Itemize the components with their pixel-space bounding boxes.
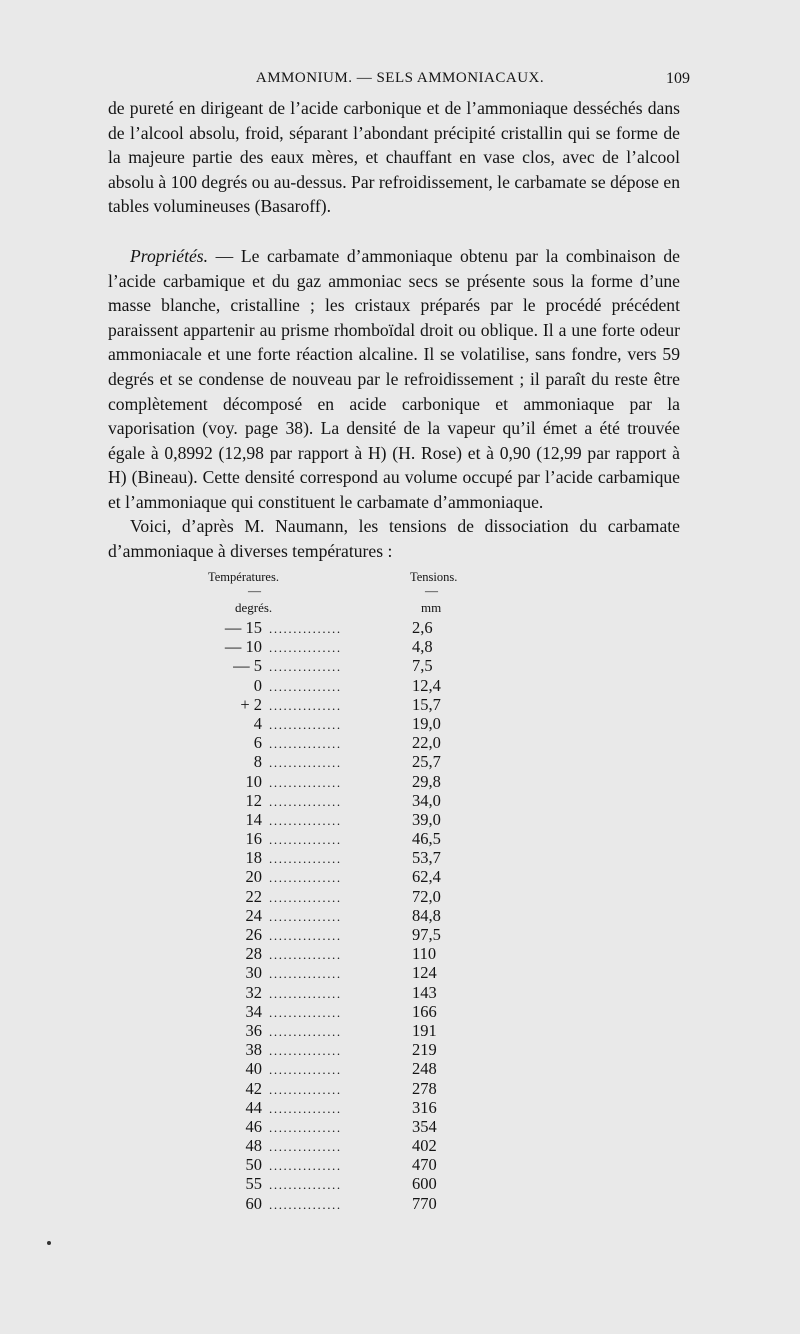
table-row [0,676,800,695]
table-row [0,695,800,714]
temperature-cell: 36 [245,1020,262,1040]
leader-dots: ............... [269,985,342,1001]
table-row [0,637,800,656]
leader-dots: ............... [269,812,342,828]
tension-cell: 25,7 [412,752,441,772]
properties-text: — Le carbamate d’ammoniaque obtenu par la combinaison de l’acide carbamique et du gaz ammoniac secs se présente sous la forme d’une masse blanche, cristalline ; les cristaux préparés par le procédé précédent paraissent appartenir au prisme rhomboïdal droit ou oblique. Il a une forte odeur ammoniacale et une forte réaction alcaline. Il se volatilise, sans fondre, vers 59 degrés et se condense de nouveau par le refroidissement ; il paraît du reste être complètement décomposé en acide carbonique et ammoniaque par la vaporisation (voy. page 38). La densité de la vapeur qu’il émet a été trouvée égale à 0,8992 (12,98 par rapport à H) (H. Rose) et à 0,90 (12,99 par rapport à H) (Bineau). Cette densité correspond au volume occupé par l’acide carbamique et l’ammoniaque qui constituent le carbamate d’ammoniaque. [108,246,680,512]
tension-cell: 29,8 [412,771,441,791]
leader-dots: ............... [269,1100,342,1116]
temperature-cell: 0 [253,675,262,695]
table-row [0,1021,800,1040]
temperature-cell: 18 [245,848,262,868]
table-row [0,944,800,963]
temperature-cell: 40 [245,1059,262,1079]
leader-dots: ............... [269,621,342,636]
temperature-cell: 14 [245,809,262,829]
temperature-cell: 55 [245,1174,262,1194]
table-row [0,733,800,752]
unit-tensions: mm [421,600,442,615]
tension-cell: 278 [412,1078,437,1098]
table-row [0,829,800,848]
temperature-cell: — 10 [224,637,262,657]
table-row [0,963,800,982]
leader-dots: ............... [269,832,342,848]
temperature-cell: 30 [245,963,262,983]
table-row [0,1174,800,1193]
leader-dots: ............... [269,1004,342,1020]
tension-cell: 15,7 [412,694,441,714]
leader-dots: ............... [269,1196,342,1212]
column-header-tensions: Tensions. [410,570,458,584]
table-row [0,810,800,829]
table-row [0,1059,800,1078]
tension-cell: 248 [412,1059,437,1079]
leader-dots: ............... [269,870,342,886]
tension-cell: 219 [412,1040,437,1060]
tension-cell: 124 [412,963,437,983]
table-row [0,906,800,925]
tension-cell: 19,0 [412,713,441,733]
tension-cell: 53,7 [412,848,441,868]
table-row [0,1194,800,1213]
tension-cell: 22,0 [412,733,441,753]
temperature-cell: 12 [245,790,262,810]
leader-dots: ............... [269,889,342,905]
table-row [0,656,800,675]
table-row [0,848,800,867]
properties-heading: Propriétés. [130,246,209,266]
temperature-cell: 6 [253,733,262,753]
table-row [0,618,800,637]
tension-cell: 191 [412,1020,437,1040]
leader-dots: ............... [269,774,342,790]
temperature-cell: 10 [245,771,262,791]
leader-dots: ............... [269,640,342,656]
temperature-cell: 22 [245,886,262,906]
leader-dots: ............... [269,736,342,752]
leader-dots: ............... [269,928,342,943]
leader-dots: ............... [269,1158,342,1174]
temperature-cell: 50 [245,1155,262,1175]
temperature-cell: 24 [245,905,262,925]
tension-cell: 166 [412,1001,437,1021]
paragraph-naumann-intro: Voici, d’après M. Naumann, les tensions de dissociation du carbamate d’ammoniaque à diverses températures : [108,516,680,561]
column-header-temperatures: Températures. [208,570,279,584]
leader-dots: ............... [269,908,342,924]
table-rows [0,618,800,1213]
leader-dots: ............... [269,755,342,771]
temperature-cell: 48 [245,1136,262,1156]
temperature-cell: 20 [245,867,262,887]
temperature-cell: 26 [245,925,262,944]
leader-dots: ............... [269,1062,342,1078]
temperature-cell: 44 [245,1097,262,1117]
leader-dots: ............... [269,659,342,675]
tension-cell: 402 [412,1136,437,1156]
tension-cell: 39,0 [412,809,441,829]
tension-cell: 7,5 [412,656,433,676]
tension-cell: 62,4 [412,867,441,887]
temperature-cell: 46 [245,1116,262,1136]
leader-dots: ............... [269,947,342,963]
tension-cell: 84,8 [412,905,441,925]
page-number: 109 [666,70,690,87]
table-row [0,1040,800,1059]
table-row [0,1136,800,1155]
leader-dots: ............... [269,851,342,867]
table-row [0,752,800,771]
table-row [0,1098,800,1117]
tension-cell: 72,0 [412,886,441,906]
leader-dots: ............... [269,793,342,809]
tension-cell: 46,5 [412,829,441,849]
temperature-cell: 32 [245,982,262,1002]
leader-dots: ............... [269,1119,342,1135]
temperature-cell: 8 [253,752,262,772]
leader-dots: ............... [269,716,342,732]
column-rule-tensions: — [425,583,438,598]
margin-mark [47,1241,51,1245]
tension-cell: 97,5 [412,925,441,944]
leader-dots: ............... [269,1043,342,1059]
temperature-cell: — 15 [224,618,262,637]
tension-cell: 316 [412,1097,437,1117]
tension-cell: 12,4 [412,675,441,695]
table-row [0,1155,800,1174]
temperature-cell: 28 [245,944,262,964]
leader-dots: ............... [269,966,342,982]
leader-dots: ............... [269,1177,342,1193]
temperature-cell: — 5 [233,656,262,676]
tension-cell: 600 [412,1174,437,1194]
table-row [0,1079,800,1098]
leader-dots: ............... [269,678,342,694]
column-rule-temperatures: — [248,583,261,598]
temperature-cell: 16 [245,829,262,849]
temperature-cell: 60 [245,1193,262,1213]
table-row [0,791,800,810]
unit-temperatures: degrés. [235,600,273,615]
leader-dots: ............... [269,1139,342,1155]
table-row [0,1002,800,1021]
tension-cell: 770 [412,1193,437,1213]
leader-dots: ............... [269,1081,342,1097]
tension-cell: 143 [412,982,437,1002]
tension-cell: 110 [412,944,437,964]
tension-cell: 2,6 [412,618,433,637]
leader-dots: ............... [269,697,342,713]
temperature-cell: + 2 [240,694,262,714]
table-row [0,772,800,791]
leader-dots: ............... [269,1023,342,1039]
table-row [0,867,800,886]
temperature-cell: 38 [245,1040,262,1060]
paragraph-properties [108,244,680,515]
paragraph-preparation: de pureté en dirigeant de l’acide carbonique et de l’ammoniaque desséchés dans de l’alcool absolu, froid, séparant l’abondant précipité cristallin qui se forme de la majeure partie des eaux mères, et chauffant en vase clos, avec de l’alcool absolu à 100 degrés ou au-dessus. Par refroidissement, le carbamate se dépose en tables volumineuses (Basaroff). [108,98,680,217]
temperature-cell: 42 [245,1078,262,1098]
tension-cell: 4,8 [412,637,433,657]
temperature-cell: 34 [245,1001,262,1021]
table-row [0,1117,800,1136]
tension-cell: 354 [412,1116,437,1136]
table-row [0,887,800,906]
running-header: AMMONIUM. — SELS AMMONIACAUX. [255,70,545,86]
table-row [0,714,800,733]
tension-cell: 34,0 [412,790,441,810]
temperature-cell: 4 [253,713,262,733]
table-row [0,925,800,944]
tension-cell: 470 [412,1155,437,1175]
table-row [0,983,800,1002]
